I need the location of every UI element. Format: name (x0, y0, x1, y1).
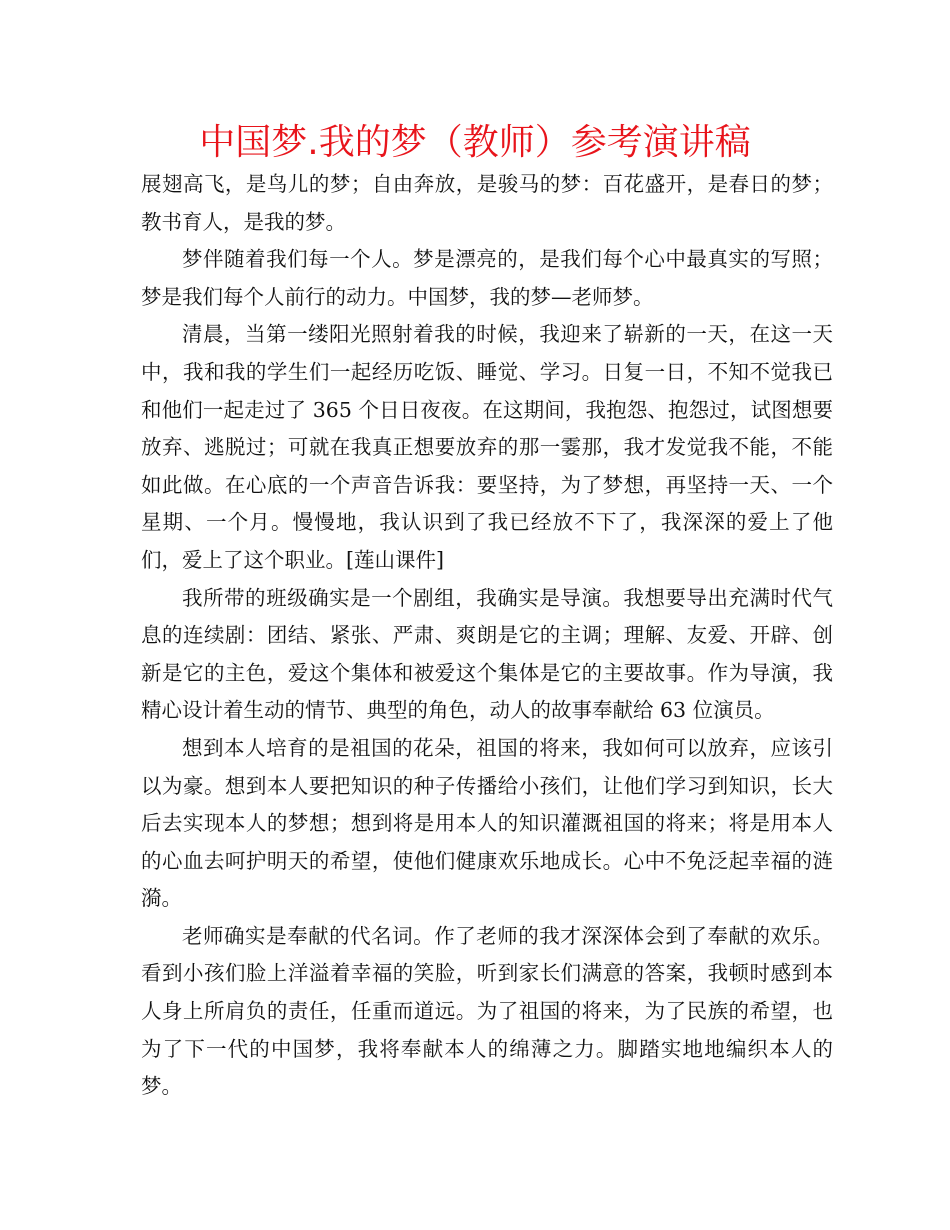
document-body (141, 166, 833, 1106)
document-title: 中国梦.我的梦（教师）参考演讲稿 (199, 122, 751, 163)
paragraph-6: 老师确实是奉献的代名词。作了老师的我才深深体会到了奉献的欢乐。看到小孩们脸上洋溢着幸福的笑脸，听到家长们满意的答案，我顿时感到本人身上所肩负的责任，任重而道远。为了祖国的将来，为了民族的希望，也为了下一代的中国梦，我将奉献本人的绵薄之力。脚踏实地地编织本人的梦。 (141, 923, 833, 1099)
paragraph-3: 清晨，当第一缕阳光照射着我的时候，我迎来了崭新的一天，在这一天中，我和我的学生们一起经历吃饭、睡觉、学习。日复一日，不知不觉我已和他们一起走过了 365 个日日夜夜。在这期间，我抱怨、抱怨过，试图想要放弃、逃脱过；可就在我真正想要放弃的那一霎那，我才发觉我不能，不能如此做。在心底的一个声音告诉我：要坚持，为了梦想，再坚持一天、一个星期、一个月。慢慢地，我认识到了我已经放不下了，我深深的爱上了他们，爱上了这个职业。[莲山课件] (141, 322, 833, 572)
paragraph-5: 想到本人培育的是祖国的花朵，祖国的将来，我如何可以放弃，应该引以为豪。想到本人要把知识的种子传播给小孩们，让他们学习到知识，长大后去实现本人的梦想；想到将是用本人的知识灌溉祖国的将来；将是用本人的心血去呵护明天的希望，使他们健康欢乐地成长。心中不免泛起幸福的涟漪。 (141, 735, 833, 911)
paragraph-1: 展翅高飞，是鸟儿的梦；自由奔放，是骏马的梦：百花盛开，是春日的梦；教书育人，是我的梦。 (141, 172, 833, 234)
paragraph-4: 我所带的班级确实是一个剧组，我确实是导演。我想要导出充满时代气息的连续剧：团结、紧张、严肃、爽朗是它的主调；理解、友爱、开辟、创新是它的主色，爱这个集体和被爱这个集体是它的主要故事。作为导演，我精心设计着生动的情节、典型的角色，动人的故事奉献给 63 位演员。 (141, 585, 833, 723)
paragraph-2: 梦伴随着我们每一个人。梦是漂亮的，是我们每个心中最真实的写照；梦是我们每个人前行的动力。中国梦，我的梦—老师梦。 (141, 247, 833, 309)
